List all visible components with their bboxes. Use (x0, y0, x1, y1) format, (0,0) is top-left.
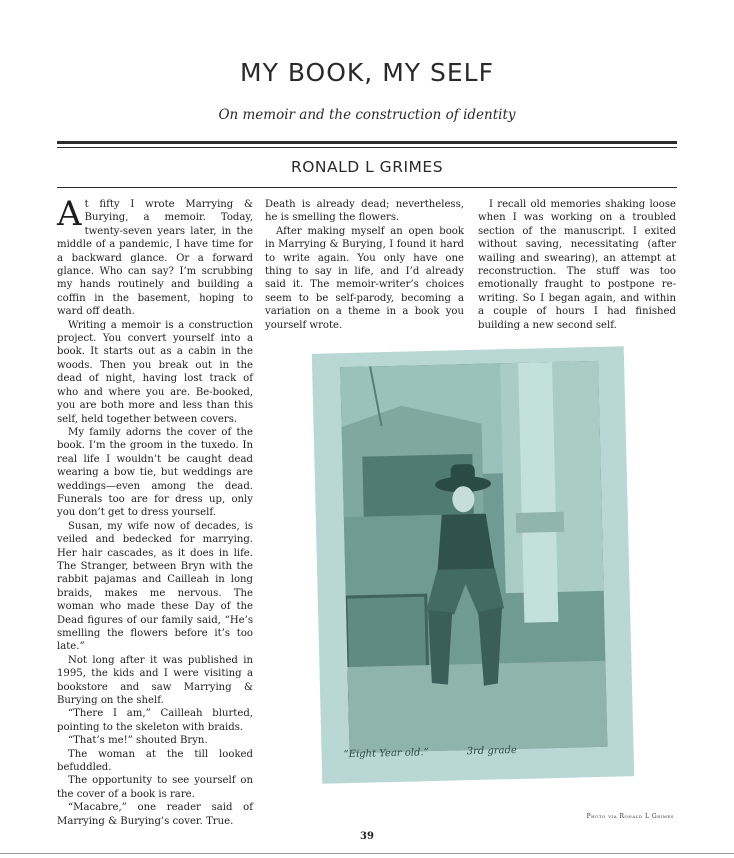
paragraph: Writing a memoir is a construction project. You convert yourself into a book. It starts out as a cabin in the woods. Then you break out in the dead of night, having lost track of who and where you are. Be-booked, you are both more and less than this self, held together between covers. (57, 319, 253, 425)
paragraph: “Macabre,” one reader said of Marrying & Burying’s cover. True. (57, 802, 253, 827)
photo-image (340, 361, 607, 753)
handwritten-caption: “Eight Year old.” 3rd grade (343, 744, 518, 761)
paragraph: At fifty I wrote Marrying & Burying, a memoir. Today, twenty-seven years later, in the middle of a pandemic, I have time for a backward glance. Or a forward glance. Who can say? I’m scrubbing my hands routinely and building a coffin in the basement, hoping to ward off death. (57, 194, 253, 318)
paragraph: Death is already dead; nevertheless, he is smelling the flowers. (265, 199, 464, 224)
paragraph: My family adorns the cover of the book. I’m the groom in the tuxedo. In real life I wouldn’t be caught dead wearing a bow tie, but weddings are weddings—even among the dead. Funerals too are for dress up, only you don’t get to dress yourself. (57, 426, 253, 519)
header-rule-thick (57, 141, 677, 144)
paragraph: The opportunity to see yourself on the cover of a book is rare. (57, 775, 253, 800)
byline-rule (57, 187, 677, 188)
paragraph: Not long after it was published in 1995, the kids and I were visiting a bookstore and saw Marrying & Burying on the shelf. (57, 654, 253, 707)
text-column-3 (478, 198, 676, 332)
text-column-1 (57, 194, 253, 828)
paragraph: “That’s me!” shouted Bryn. (68, 735, 208, 747)
page-number: 39 (360, 831, 374, 842)
text-column-2 (265, 198, 464, 332)
paragraph: The woman at the till looked befuddled. (57, 748, 253, 774)
page-bottom-rule (0, 853, 734, 854)
header-rule-thin (57, 147, 677, 148)
article-subtitle: On memoir and the construction of identity (218, 107, 516, 123)
photo-credit: Photo via Ronald L Grimes (586, 813, 674, 820)
paragraph: After making myself an open book in Marrying & Burying, I found it hard to write again. You only have one thing to say in life, and I’d already said it. The memoir-writer’s choices seem to be self-parody, becoming a variation on a theme in a book you yourself wrote. (265, 225, 464, 331)
paragraph: “There I am,” Cailleah blurted, pointing to the skeleton with braids. (57, 708, 253, 733)
drop-cap: A (57, 194, 82, 234)
paragraph: Susan, my wife now of decades, is veiled and bedecked for marrying. Her hair cascades, as it does in life. The Stranger, between Bryn with the rabbit pajamas and Cailleah in long braids, makes me nervous. The woman who made these Day of the Dead figures of our family said, “He’s smelling the flowers before it’s too late.” (57, 520, 253, 653)
boy-on-porch-illustration (340, 361, 607, 753)
vintage-photo (312, 346, 634, 783)
article-title: MY BOOK, MY SELF (240, 58, 494, 87)
author-byline: RONALD L GRIMES (290, 158, 444, 176)
paragraph: I recall old memories shaking loose when I was working on a troubled section of the manuscript. I exited without saving, necessitating (after wailing and swearing), an attempt at reconstruction. The stuff was too emotionally fraught to postpone re-writing. So I began again, and within a couple of hours I had finished building a new second self. (478, 199, 676, 331)
